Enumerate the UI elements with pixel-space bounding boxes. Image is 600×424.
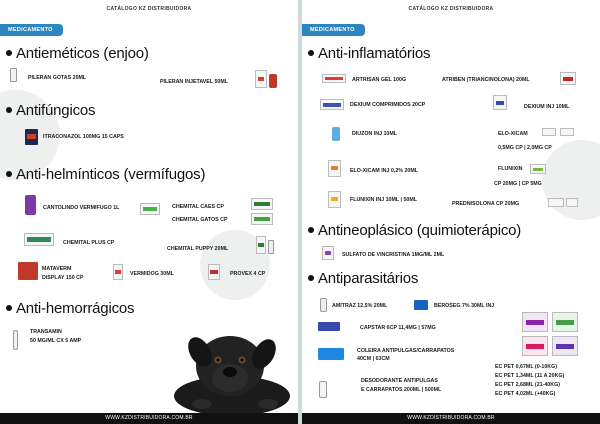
product-coleira: COLEIRA ANTIPULGAS/CARRAPATOS bbox=[357, 348, 455, 354]
product-chemital-plus: CHEMITAL PLUS CP bbox=[63, 240, 115, 246]
product-ec-pet-small: EC PET 0,67ML (0-10KG) bbox=[495, 364, 558, 370]
ec-pet-box-image bbox=[522, 312, 548, 332]
chemital-puppy-bottle-image bbox=[268, 240, 274, 254]
product-chemital-gatos: CHEMITAL GATOS CP bbox=[172, 217, 228, 223]
section-antiparasitarios bbox=[308, 270, 418, 287]
pileran-drops-bottle-image bbox=[10, 68, 17, 82]
product-dexium-comprimidos: DEXIUM COMPRIMIDOS 20CP bbox=[350, 102, 426, 108]
artrisan-tube-image bbox=[322, 74, 346, 83]
product-provex: PROVEX 4 CP bbox=[230, 271, 266, 277]
dexium-cp-box-image bbox=[320, 99, 344, 110]
product-atriben: ATRIBEN (TRIANCINOLONA) 20ML bbox=[442, 77, 530, 83]
product-diuzon: DIUZON INJ 10ML bbox=[352, 131, 398, 137]
pileran-inj-box-image bbox=[255, 70, 267, 88]
left-page bbox=[0, 0, 298, 424]
product-elo-xicam-dose: 0,5MG CP | 2,0MG CP bbox=[498, 145, 552, 151]
pileran-inj-vial-image bbox=[269, 74, 277, 88]
product-cantolindo: CANTOLINDO VERMIFUGO 1L bbox=[43, 205, 120, 211]
bullet-icon bbox=[6, 107, 12, 113]
chemital-plus-box-image bbox=[24, 233, 54, 246]
itraconazol-box-image bbox=[25, 129, 38, 145]
category-badge: MEDICAMENTO bbox=[302, 24, 365, 36]
product-pileran-injetavel: PILERAN INJETAVEL 50ML bbox=[160, 79, 228, 85]
elo-xicam-box-image bbox=[542, 128, 556, 136]
product-chemital-caes: CHEMITAL CAES CP bbox=[172, 204, 224, 210]
section-title: Antifúngicos bbox=[16, 102, 96, 119]
ec-pet-box-image bbox=[552, 336, 578, 356]
product-transamin: TRANSAMIN bbox=[30, 329, 62, 335]
section-anti-inflamatorios bbox=[308, 45, 430, 62]
product-amitraz: AMITRAZ 12,5% 20ML bbox=[332, 303, 388, 309]
category-badge: MEDICAMENTO bbox=[0, 24, 63, 36]
product-flunixin: FLUNIXIN bbox=[498, 166, 523, 172]
desodorante-bottle-image bbox=[319, 381, 327, 398]
bullet-icon bbox=[308, 50, 314, 56]
background-paw-decoration bbox=[542, 140, 600, 220]
chemital-puppy-box-image bbox=[256, 236, 266, 254]
product-desodorante-size: E CARRAPATOS 200ML | 500ML bbox=[361, 387, 442, 393]
dexium-inj-box-image bbox=[493, 95, 507, 110]
elo-xicam-box-image bbox=[560, 128, 574, 136]
product-ec-pet-large: EC PET 2,68ML (21-40KG) bbox=[495, 382, 560, 388]
product-elo-xicam-inj: ELO-XICAM INJ 0,2% 20ML bbox=[350, 168, 418, 174]
coleira-box-image bbox=[318, 348, 344, 360]
catalog-header: CATÁLOGO KZ DISTRIBUIDORA bbox=[106, 6, 192, 12]
section-antiemeticos bbox=[6, 45, 149, 62]
dog-photo-image bbox=[172, 318, 294, 413]
ec-pet-box-image bbox=[522, 336, 548, 356]
section-title: Anti-hemorrágicos bbox=[16, 300, 135, 317]
chemital-gatos-pack-image bbox=[251, 213, 273, 225]
product-vermidog: VERMIDOG 30ML bbox=[130, 271, 174, 277]
product-pileran-gotas: PILERAN GOTAS 20ML bbox=[28, 75, 87, 81]
mataverm-display-image bbox=[18, 262, 38, 280]
bullet-icon bbox=[6, 50, 12, 56]
chemital-caes-pack-image bbox=[251, 198, 273, 210]
product-artrisan: ARTRISAN GEL 100G bbox=[352, 77, 407, 83]
product-beroseg: BEROSEG 7% 30ML INJ bbox=[434, 303, 495, 309]
atriben-box-image bbox=[560, 72, 576, 85]
transamin-ampoule-image bbox=[13, 330, 18, 350]
section-title: Antineoplásico (quimioterápico) bbox=[318, 222, 522, 239]
bullet-icon bbox=[6, 305, 12, 311]
bullet-icon bbox=[308, 227, 314, 233]
section-anti-hemorragicos bbox=[6, 300, 134, 317]
section-anti-helminticos bbox=[6, 166, 205, 183]
bullet-icon bbox=[308, 275, 314, 281]
section-title: Antieméticos (enjoo) bbox=[16, 45, 149, 62]
product-desodorante: DESODORANTE ANTIPULGAS bbox=[361, 378, 438, 384]
product-capstar: CAPSTAR 6CP 11,4MG | 57MG bbox=[360, 325, 436, 331]
diuzon-vial-image bbox=[332, 127, 340, 141]
product-transamin-dose: 50 MG/ML CX 5 AMP bbox=[30, 338, 82, 344]
catalog-header: CATÁLOGO KZ DISTRIBUIDORA bbox=[408, 6, 494, 12]
product-chemital-puppy: CHEMITAL PUPPY 20ML bbox=[167, 246, 229, 252]
beroseg-box-image bbox=[414, 300, 428, 310]
section-antifungicos bbox=[6, 102, 95, 119]
amitraz-bottle-image bbox=[320, 298, 327, 312]
product-ec-pet-xlarge: EC PET 4,02ML (+40KG) bbox=[495, 391, 556, 397]
product-mataverm: MATAVERM bbox=[42, 266, 72, 272]
product-itraconazol: ITRACONAZOL 100MG 15 CAPS bbox=[43, 134, 124, 140]
footer-website: WWW.KZDISTRIBUIDORA.COM.BR bbox=[302, 413, 600, 424]
prednisolona-box-image bbox=[566, 198, 578, 207]
footer-website: WWW.KZDISTRIBUIDORA.COM.BR bbox=[0, 413, 298, 424]
section-title: Antiparasitários bbox=[318, 270, 419, 287]
product-dexium-inj: DEXIUM INJ 10ML bbox=[524, 104, 570, 110]
ec-pet-box-image bbox=[552, 312, 578, 332]
flunixin-cp-box-image bbox=[530, 164, 546, 174]
product-elo-xicam: ELO-XICAM bbox=[498, 131, 528, 137]
cantolindo-bottle-image bbox=[25, 195, 36, 215]
section-title: Anti-inflamatórios bbox=[318, 45, 431, 62]
provex-box-image bbox=[208, 264, 220, 280]
product-flunixin-inj: FLUNIXIN INJ 10ML | 50ML bbox=[350, 197, 418, 203]
vincristina-box-image bbox=[322, 246, 334, 260]
bullet-icon bbox=[6, 171, 12, 177]
product-prednisolona: PREDNISOLONA CP 20MG bbox=[452, 201, 520, 207]
product-coleira-size: 40CM | 63CM bbox=[357, 356, 390, 362]
chemital-caes-box-image bbox=[140, 203, 160, 215]
product-flunixin-dose: CP 20MG | CP 5MG bbox=[494, 181, 542, 187]
section-antineoplasico bbox=[308, 222, 521, 239]
flunixin-inj-box-image bbox=[328, 191, 341, 208]
vermidog-box-image bbox=[113, 264, 123, 280]
section-title: Anti-helmínticos (vermífugos) bbox=[16, 166, 206, 183]
prednisolona-box-image bbox=[548, 198, 564, 207]
right-page bbox=[302, 0, 600, 424]
elo-xicam-inj-box-image bbox=[328, 160, 341, 177]
product-ec-pet-medium: EC PET 1,34ML (11 A 20KG) bbox=[495, 373, 565, 379]
capstar-box-image bbox=[318, 322, 340, 331]
product-vincristina: SULFATO DE VINCRISTINA 1MG/ML 2ML bbox=[342, 252, 445, 258]
product-mataverm-display: DISPLAY 150 CP bbox=[42, 275, 84, 281]
